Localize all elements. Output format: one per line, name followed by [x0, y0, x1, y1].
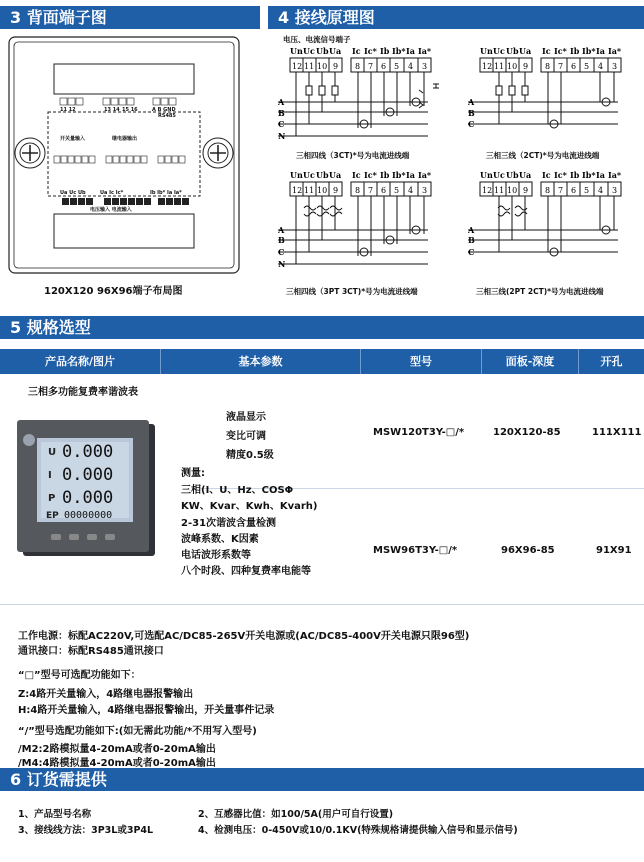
order-3: 3、接线线方法：3P3L或3P4L: [18, 825, 154, 836]
svg-text:4: 4: [408, 186, 414, 195]
svg-text:Ua: Ua: [519, 46, 532, 56]
param-b-7: 八个时段、四种复费率电能等: [181, 566, 311, 577]
wiring-diagram-set: [278, 44, 644, 282]
rear-top-label-3: 15 16: [122, 107, 138, 113]
row2-panel: 96X96-85: [501, 545, 555, 556]
svg-text:7: 7: [558, 62, 564, 71]
svg-text:Ia: Ia: [596, 170, 605, 180]
svg-text:Ic: Ic: [352, 46, 361, 56]
meter-label-i: I: [48, 470, 52, 481]
svg-text:4: 4: [598, 62, 604, 71]
svg-text:9: 9: [523, 186, 529, 195]
svg-text:A: A: [468, 225, 475, 235]
svg-text:A: A: [278, 97, 285, 107]
svg-text:B: B: [468, 235, 475, 245]
svg-text:Ia*: Ia*: [608, 170, 622, 180]
svg-text:3: 3: [422, 186, 428, 195]
svg-text:6: 6: [571, 62, 577, 71]
rear-mid-label-1: 开关量输入: [60, 136, 86, 142]
meter-row-1: 0.000: [62, 442, 114, 462]
svg-text:5: 5: [584, 62, 590, 71]
wiring-caption-1: 三相四线（3CT)*号为电流进线端: [296, 151, 410, 160]
svg-text:A: A: [468, 97, 475, 107]
svg-text:Ib: Ib: [380, 170, 390, 180]
svg-text:8: 8: [545, 62, 551, 71]
wiring-heading: 电压、电流信号端子: [283, 35, 351, 44]
svg-text:Un: Un: [480, 46, 493, 56]
svg-text:C: C: [278, 119, 285, 129]
note-h: H:4路开关量输入，4路继电器报警输出，开关量事件记录: [18, 705, 275, 716]
svg-text:Ic: Ic: [352, 170, 361, 180]
svg-text:A: A: [278, 225, 285, 235]
spec-table-bottom: [0, 604, 644, 605]
svg-text:Ia*: Ia*: [418, 46, 432, 56]
param-b-4: 2-31次谐波含量检测: [181, 518, 277, 529]
param-a-1: 液晶显示: [226, 412, 266, 423]
svg-text:Ub: Ub: [506, 46, 519, 56]
row1-model: MSW120T3Y-□/*: [373, 427, 465, 438]
note-comm: 通讯接口：标配RS485通讯接口: [18, 646, 164, 657]
svg-text:3: 3: [612, 62, 618, 71]
section-6-header: 6 订货需提供: [0, 768, 644, 791]
note-m4: /M4:4路模拟量4-20mA或者0-20mA输出: [18, 758, 216, 769]
rear-top-label-2: 13 14: [104, 107, 120, 113]
rear-bottom-label-2: Ua Ic Ic*: [100, 190, 124, 196]
svg-text:C: C: [278, 247, 285, 257]
svg-text:Ia: Ia: [596, 46, 605, 56]
svg-text:9: 9: [523, 62, 529, 71]
th-params: 基本参数: [238, 355, 283, 368]
screw-icon-right: [203, 138, 233, 168]
wiring-diagram-1: [278, 46, 439, 141]
svg-text:Ic: Ic: [542, 46, 551, 56]
svg-text:Uc: Uc: [303, 46, 315, 56]
svg-text:Ub: Ub: [316, 170, 329, 180]
svg-text:11: 11: [304, 186, 315, 195]
svg-text:9: 9: [333, 186, 339, 195]
wiring-diagram-3: [278, 170, 432, 269]
param-a-2: 变比可调: [226, 431, 266, 442]
svg-text:12: 12: [292, 62, 303, 71]
th-product: 产品名称/图片: [44, 355, 116, 368]
param-b-2: 三相(I、U、Hz、COSΦ: [181, 485, 294, 496]
param-a-3: 精度0.5级: [226, 450, 274, 461]
section-3-header: 3 背面端子图: [0, 6, 260, 29]
svg-text:4: 4: [598, 186, 604, 195]
svg-text:12: 12: [292, 186, 303, 195]
row2-model: MSW96T3Y-□/*: [373, 545, 458, 556]
wiring-caption-2: 三相三线（2CT)*号为电流进线端: [486, 151, 600, 160]
svg-text:10: 10: [317, 186, 328, 195]
rear-bottom-label-4: 电压输入 电流输入: [90, 207, 132, 213]
svg-text:8: 8: [355, 186, 361, 195]
wiring-diagram-2: [467, 46, 622, 129]
rear-top-label-5: A B GND: [152, 107, 176, 113]
svg-text:Ib*: Ib*: [392, 46, 406, 56]
meter-label-ep: EP: [46, 511, 59, 521]
row1-cutout: 111X111: [592, 427, 642, 438]
rear-bottom-label-1: Ua Uc Ub: [60, 190, 86, 196]
note-m2: /M2:2路模拟量4-20mA或者0-20mA输出: [18, 744, 216, 755]
order-2: 2、互感器比值：如100/5A(用户可自行设置): [198, 809, 394, 820]
rear-terminal-diagram: [8, 36, 240, 274]
screw-icon-left: [15, 138, 45, 168]
rear-bottom-label-3: Ib Ib* Ia Ia*: [150, 190, 182, 196]
svg-text:12: 12: [482, 62, 493, 71]
svg-text:Ib: Ib: [380, 46, 390, 56]
svg-text:Ib*: Ib*: [582, 46, 596, 56]
svg-text:6: 6: [571, 186, 577, 195]
meter-label-u: U: [48, 447, 57, 458]
spec-table-header: [0, 349, 644, 374]
param-b-5: 波峰系数、K因素: [181, 534, 259, 545]
svg-text:5: 5: [394, 62, 400, 71]
svg-text:Ua: Ua: [519, 170, 532, 180]
row2-cutout: 91X91: [596, 545, 632, 556]
rear-top-label-6: RS485: [158, 113, 176, 119]
svg-text:Ib*: Ib*: [582, 170, 596, 180]
meter-row-2: 0.000: [62, 465, 114, 485]
note-z: Z:4路开关量输入，4路继电器报警输出: [18, 689, 194, 700]
order-4: 4、检测电压：0-450V或10/0.1KV(特殊规格请提供输入信号和显示信号): [198, 825, 518, 836]
svg-text:Ub: Ub: [506, 170, 519, 180]
svg-text:11: 11: [304, 62, 315, 71]
svg-text:Ua: Ua: [329, 46, 342, 56]
wiring-diagram-4: [467, 170, 622, 257]
order-1: 1、产品型号名称: [18, 809, 92, 820]
svg-text:10: 10: [507, 62, 518, 71]
svg-text:B: B: [278, 108, 285, 118]
svg-text:3: 3: [612, 186, 618, 195]
svg-text:7: 7: [368, 62, 374, 71]
svg-text:4: 4: [408, 62, 414, 71]
svg-text:Un: Un: [290, 46, 303, 56]
th-panel: 面板-深度: [505, 355, 555, 368]
svg-text:10: 10: [507, 186, 518, 195]
note-option-box: “□”型号可选配功能如下：: [18, 670, 141, 681]
note-option-slash: “/”型号选配功能如下:(如无需此功能/*不用写入型号): [18, 726, 257, 737]
param-b-3: KW、Kvar、Kwh、Kvarh): [181, 501, 318, 512]
svg-text:N: N: [278, 259, 286, 269]
rear-mid-label-2: 继电器输出: [112, 136, 138, 142]
svg-text:Ic*: Ic*: [364, 46, 377, 56]
svg-text:C: C: [468, 247, 475, 257]
svg-text:11: 11: [494, 186, 505, 195]
row1-panel: 120X120-85: [493, 427, 561, 438]
th-model: 型号: [410, 355, 432, 368]
svg-text:Uc: Uc: [493, 46, 505, 56]
th-cutout: 开孔: [600, 355, 623, 368]
meter-label-p: P: [48, 493, 56, 504]
svg-text:Ib*: Ib*: [392, 170, 406, 180]
rear-top-label-1: 11 12: [60, 107, 76, 113]
note-power: 工作电源：标配AC220V,可选配AC/DC85-265V开关电源或(AC/DC85-400V开关电源只限96型): [18, 631, 470, 642]
svg-text:Ic*: Ic*: [554, 46, 567, 56]
wiring-caption-4: 三相三线(2PT 2CT)*号为电流进线端: [476, 287, 604, 296]
svg-text:Ua: Ua: [329, 170, 342, 180]
param-b-1: 测量:: [181, 468, 205, 479]
svg-text:7: 7: [558, 186, 564, 195]
rear-caption: 120X120 96X96端子布局图: [44, 286, 183, 297]
svg-text:Ic*: Ic*: [554, 170, 567, 180]
svg-text:Ia*: Ia*: [418, 170, 432, 180]
svg-text:Ib: Ib: [570, 170, 580, 180]
product-name: 三相多功能复费率谐波表: [28, 387, 138, 398]
svg-text:8: 8: [545, 186, 551, 195]
svg-text:Ib: Ib: [570, 46, 580, 56]
meter-ep-value: 00000000: [64, 510, 113, 521]
svg-text:9: 9: [333, 62, 339, 71]
svg-text:11: 11: [494, 62, 505, 71]
meter-row-3: 0.000: [62, 488, 114, 508]
svg-text:Ub: Ub: [316, 46, 329, 56]
section-5-header: 5 规格选型: [0, 316, 644, 339]
svg-text:C: C: [468, 119, 475, 129]
section-4-header: 4 接线原理图: [268, 6, 644, 29]
svg-text:12: 12: [482, 186, 493, 195]
svg-text:8: 8: [355, 62, 361, 71]
svg-text:7: 7: [368, 186, 374, 195]
svg-text:B: B: [278, 235, 285, 245]
svg-text:Un: Un: [290, 170, 303, 180]
svg-text:6: 6: [381, 186, 387, 195]
svg-text:10: 10: [317, 62, 328, 71]
svg-text:6: 6: [381, 62, 387, 71]
svg-text:Ia: Ia: [406, 170, 415, 180]
param-b-6: 电话波形系数等: [181, 550, 251, 561]
svg-text:Ic*: Ic*: [364, 170, 377, 180]
svg-text:Ia: Ia: [406, 46, 415, 56]
svg-text:5: 5: [584, 186, 590, 195]
svg-text:Ia*: Ia*: [608, 46, 622, 56]
svg-text:B: B: [468, 108, 475, 118]
svg-text:N: N: [278, 131, 286, 141]
svg-text:Uc: Uc: [303, 170, 315, 180]
wiring-caption-3: 三相四线（3PT 3CT)*号为电流进线端: [286, 287, 418, 296]
svg-text:Un: Un: [480, 170, 493, 180]
svg-text:5: 5: [394, 186, 400, 195]
svg-text:Ic: Ic: [542, 170, 551, 180]
svg-text:Uc: Uc: [493, 170, 505, 180]
svg-text:3: 3: [422, 62, 428, 71]
logo-icon: [23, 434, 35, 446]
